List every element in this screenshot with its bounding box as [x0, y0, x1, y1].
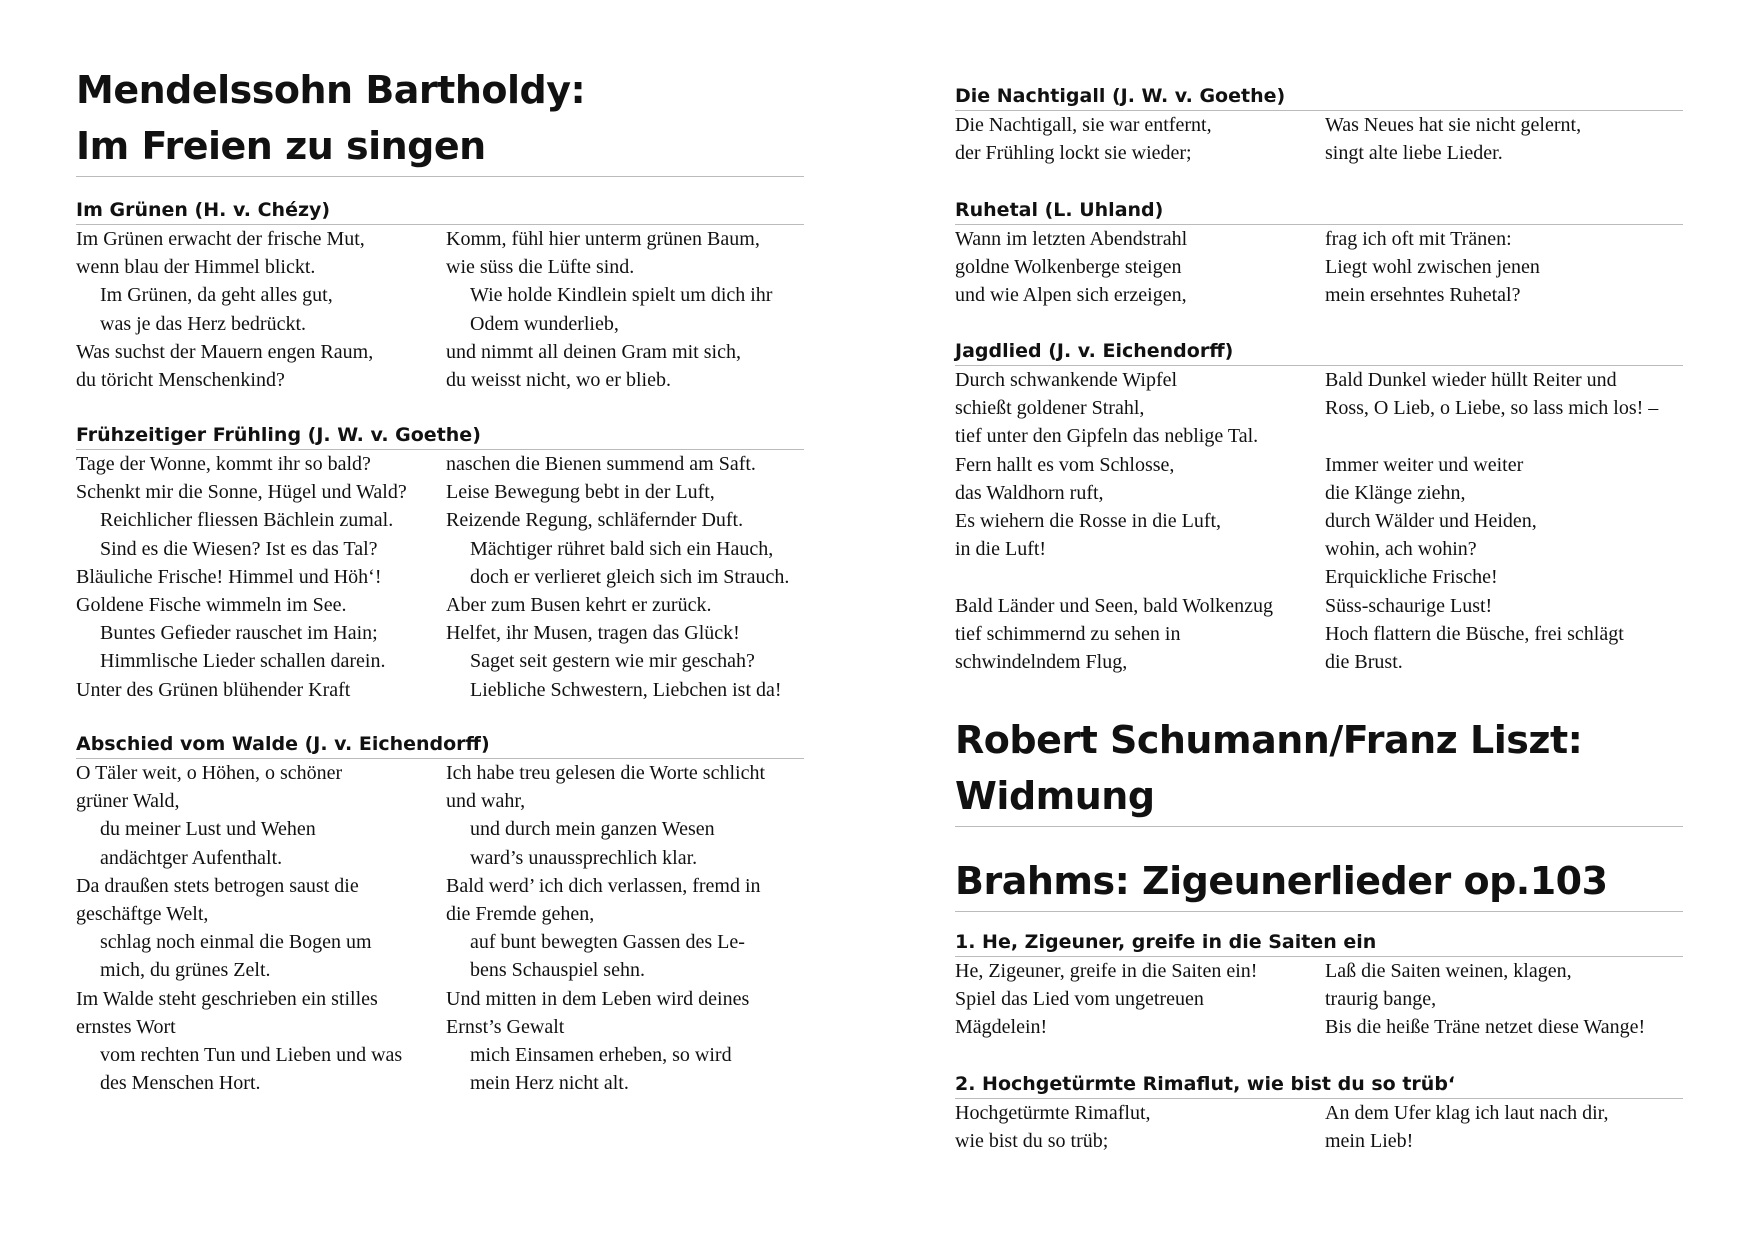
poem-column-right — [1325, 225, 1683, 310]
verse-line: naschen die Bienen summend am Saft. — [446, 453, 756, 475]
poem-title: Die Nachtigall (J. W. v. Goethe) — [955, 82, 1683, 111]
verse-line: und wahr, — [446, 790, 526, 813]
verse-line: schießt goldener Strahl, — [955, 397, 1145, 420]
poem-columns — [955, 111, 1683, 167]
verse-line: Im Walde steht geschrieben ein stilles — [76, 987, 378, 1010]
poem-column-left — [955, 366, 1325, 676]
verse-line: Saget seit gestern wie mir geschah? — [470, 650, 755, 673]
verse-line: He, Zigeuner, greife in die Saiten ein! — [955, 960, 1258, 982]
verse-line: Laß die Saiten weinen, klagen, — [1325, 960, 1572, 982]
verse-line: die Fremde gehen, — [446, 902, 595, 925]
poem-column-right — [446, 225, 804, 394]
verse-line: Da draußen stets betrogen saust die — [76, 874, 359, 897]
verse-line: und durch mein ganzen Wesen — [470, 818, 715, 841]
verse-line: Himmlische Lieder schallen darein. — [100, 650, 386, 673]
verse-line: Komm, fühl hier unterm grünen Baum, — [446, 228, 760, 250]
poem-title: Im Grünen (H. v. Chézy) — [76, 196, 804, 225]
verse-line: Buntes Gefieder rauschet im Hain; — [100, 622, 378, 645]
verse-line: Hoch flattern die Büsche, frei schlägt — [1325, 622, 1624, 645]
verse-line: Ich habe treu gelesen die Worte schlicht — [446, 762, 766, 784]
verse-line: Wann im letzten Abendstrahl — [955, 228, 1188, 250]
verse-line: Bald werd’ ich dich verlassen, fremd in — [446, 874, 761, 897]
poem-columns — [955, 225, 1683, 310]
poem-columns — [955, 366, 1683, 676]
poem-column-right — [446, 450, 804, 704]
poem-columns — [76, 759, 804, 1097]
poem-column-right — [1325, 111, 1683, 167]
verse-line: mein ersehntes Ruhetal? — [1325, 284, 1521, 307]
verse-line: wie süss die Lüfte sind. — [446, 256, 635, 279]
verse-line: schwindelndem Flug, — [955, 650, 1128, 673]
heading-line: Brahms: Zigeunerlieder op.103 — [955, 859, 1608, 903]
verse-line: Hochgetürmte Rimaflut, — [955, 1102, 1151, 1124]
verse-line: Bald Länder und Seen, bald Wolkenzug — [955, 594, 1273, 617]
verse-line: Durch schwankende Wipfel — [955, 369, 1178, 391]
poem-title: Abschied vom Walde (J. v. Eichendorff) — [76, 730, 804, 759]
verse-line: goldne Wolkenberge steigen — [955, 256, 1182, 279]
verse-line: schlag noch einmal die Bogen um — [100, 931, 372, 954]
verse-line: Liegt wohl zwischen jenen — [1325, 256, 1540, 279]
verse-line: das Waldhorn ruft, — [955, 481, 1104, 504]
verse-line: Reizende Regung, schläfernder Duft. — [446, 509, 744, 532]
poem-im-gruenen — [76, 196, 804, 394]
verse-line: was je das Herz bedrückt. — [100, 312, 307, 335]
verse-line: tief unter den Gipfeln das neblige Tal. — [955, 425, 1259, 448]
verse-line: in die Luft! — [955, 538, 1047, 561]
section-heading-schumann-liszt — [955, 712, 1683, 827]
heading-line: Im Freien zu singen — [76, 124, 486, 168]
verse-line: Aber zum Busen kehrt er zurück. — [446, 593, 712, 616]
poem-column-left — [76, 225, 446, 394]
verse-line: wohin, ach wohin? — [1325, 538, 1477, 561]
verse-line: auf bunt bewegten Gassen des Le- — [470, 931, 745, 954]
heading-line: Mendelssohn Bartholdy: — [76, 68, 586, 112]
verse-line: Immer weiter und weiter — [1325, 453, 1524, 476]
verse-line: Mägdelein! — [955, 1016, 1048, 1039]
verse-line: singt alte liebe Lieder. — [1325, 142, 1503, 165]
poem-jagdlied — [955, 337, 1683, 676]
verse-line: Wie holde Kindlein spielt um dich ihr — [470, 284, 773, 307]
verse-line — [955, 563, 1325, 591]
poem-title: Frühzeitiger Frühling (J. W. v. Goethe) — [76, 421, 804, 450]
verse-line: Erquickliche Frische! — [1325, 566, 1498, 589]
verse-line: O Täler weit, o Höhen, o schöner — [76, 762, 343, 784]
poem-column-left — [76, 759, 446, 1097]
verse-line: und wie Alpen sich erzeigen, — [955, 284, 1187, 307]
verse-line: Liebliche Schwestern, Liebchen ist da! — [470, 678, 782, 701]
verse-line: der Frühling lockt sie wieder; — [955, 142, 1192, 165]
verse-line: Im Grünen, da geht alles gut, — [100, 284, 333, 307]
verse-line: du meiner Lust und Wehen — [100, 818, 316, 841]
verse-line: und nimmt all deinen Gram mit sich, — [446, 340, 741, 363]
verse-line: Odem wunderlieb, — [470, 312, 619, 335]
verse-line: Und mitten in dem Leben wird deines — [446, 987, 750, 1010]
verse-line: vom rechten Tun und Lieben und was — [100, 1043, 403, 1066]
verse-line: Süss-schaurige Lust! — [1325, 594, 1493, 617]
right-page — [955, 0, 1683, 1240]
poem-column-left — [76, 450, 446, 704]
poem-column-left — [955, 1099, 1325, 1155]
verse-line: durch Wälder und Heiden, — [1325, 509, 1537, 532]
poem-fruehzeitiger-fruehling — [76, 421, 804, 704]
poem-he-zigeuner — [955, 928, 1683, 1042]
verse-line: tief schimmernd zu sehen in — [955, 622, 1181, 645]
verse-line: Ernst’s Gewalt — [446, 1015, 565, 1038]
verse-line: Bläuliche Frische! Himmel und Höh‘! — [76, 565, 382, 588]
verse-line: traurig bange, — [1325, 988, 1437, 1011]
verse-line: Was suchst der Mauern engen Raum, — [76, 340, 374, 363]
verse-line: ward’s unaussprechlich klar. — [470, 846, 698, 869]
verse-line: des Menschen Hort. — [100, 1072, 261, 1095]
verse-line: andächtger Aufenthalt. — [100, 846, 283, 869]
poem-columns — [76, 225, 804, 394]
poem-column-left — [955, 225, 1325, 310]
poem-column-right — [446, 759, 804, 1097]
verse-line: frag ich oft mit Tränen: — [1325, 228, 1512, 250]
verse-line: Sind es die Wiesen? Ist es das Tal? — [100, 537, 378, 560]
verse-line: Bald Dunkel wieder hüllt Reiter und — [1325, 369, 1617, 391]
verse-line: die Brust. — [1325, 650, 1403, 673]
poem-column-right — [1325, 1099, 1683, 1155]
verse-line: Mächtiger rühret bald sich ein Hauch, — [470, 537, 774, 560]
poem-abschied-vom-walde — [76, 730, 804, 1097]
verse-line: Schenkt mir die Sonne, Hügel und Wald? — [76, 481, 407, 504]
section-heading-mendelssohn — [76, 62, 804, 177]
verse-line: doch er verlieret gleich sich im Strauch. — [470, 565, 790, 588]
verse-line: wie bist du so trüb; — [955, 1130, 1109, 1153]
poem-die-nachtigall — [955, 82, 1683, 167]
verse-line: Helfet, ihr Musen, tragen das Glück! — [446, 622, 740, 645]
left-page — [76, 0, 804, 1240]
verse-line: ernstes Wort — [76, 1015, 176, 1038]
verse-line: die Klänge ziehn, — [1325, 481, 1466, 504]
poem-column-right — [1325, 957, 1683, 1042]
verse-line: grüner Wald, — [76, 790, 180, 813]
poem-title: Ruhetal (L. Uhland) — [955, 196, 1683, 225]
verse-line: Goldene Fische wimmeln im See. — [76, 593, 347, 616]
verse-line: Ross, O Lieb, o Liebe, so lass mich los! – — [1325, 397, 1659, 420]
verse-line: wenn blau der Himmel blickt. — [76, 256, 316, 279]
verse-line: bens Schauspiel sehn. — [470, 959, 645, 982]
verse-line: Unter des Grünen blühender Kraft — [76, 678, 351, 701]
verse-line: mein Herz nicht alt. — [470, 1072, 629, 1095]
poem-column-right — [1325, 366, 1683, 676]
section-heading-brahms — [955, 853, 1683, 912]
poem-columns — [955, 1099, 1683, 1155]
poem-columns — [76, 450, 804, 704]
verse-line: mein Lieb! — [1325, 1130, 1414, 1153]
verse-line: An dem Ufer klag ich laut nach dir, — [1325, 1102, 1609, 1124]
verse-line: Spiel das Lied vom ungetreuen — [955, 988, 1204, 1011]
verse-line — [1325, 422, 1683, 450]
verse-line: Tage der Wonne, kommt ihr so bald? — [76, 453, 371, 475]
heading-line: Robert Schumann/Franz Liszt: — [955, 718, 1583, 762]
verse-line: Die Nachtigall, sie war entfernt, — [955, 114, 1212, 136]
poem-title: 2. Hochgetürmte Rimaflut, wie bist du so trüb‘ — [955, 1070, 1683, 1099]
verse-line: Bis die heiße Träne netzet diese Wange! — [1325, 1016, 1646, 1039]
verse-line: mich, du grünes Zelt. — [100, 959, 271, 982]
poem-column-left — [955, 957, 1325, 1042]
verse-line: Es wiehern die Rosse in die Luft, — [955, 509, 1222, 532]
verse-line: du weisst nicht, wo er blieb. — [446, 368, 671, 391]
verse-line: Leise Bewegung bebt in der Luft, — [446, 481, 715, 504]
verse-line: du töricht Menschenkind? — [76, 368, 285, 391]
poem-title: Jagdlied (J. v. Eichendorff) — [955, 337, 1683, 366]
verse-line: Im Grünen erwacht der frische Mut, — [76, 228, 365, 250]
verse-line: geschäftge Welt, — [76, 902, 209, 925]
poem-hochgetuermte-rimaflut — [955, 1070, 1683, 1155]
verse-line: Fern hallt es vom Schlosse, — [955, 453, 1175, 476]
verse-line: Reichlicher fliessen Bächlein zumal. — [100, 509, 394, 532]
verse-line: mich Einsamen erheben, so wird — [470, 1043, 732, 1066]
poem-title: 1. He, Zigeuner, greife in die Saiten ein — [955, 928, 1683, 957]
poem-columns — [955, 957, 1683, 1042]
verse-line: Was Neues hat sie nicht gelernt, — [1325, 114, 1582, 136]
poem-column-left — [955, 111, 1325, 167]
poem-ruhetal — [955, 196, 1683, 310]
heading-line: Widmung — [955, 774, 1155, 818]
